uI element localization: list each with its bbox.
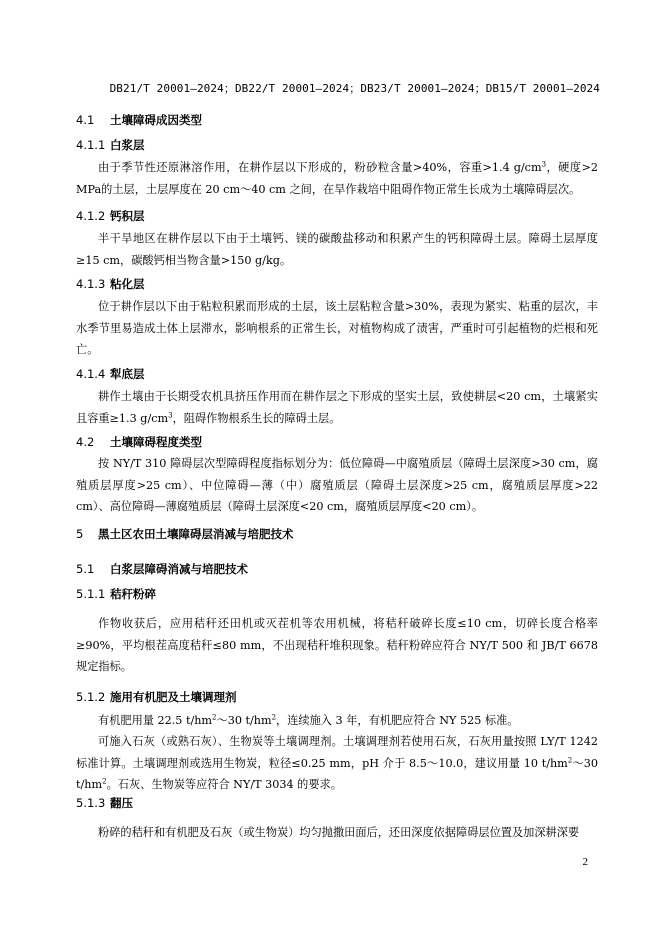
section-number: 4.2	[76, 435, 95, 449]
paragraph-5-1-3: 粉碎的秸秆和有机肥及石灰（或生物炭）均匀抛撒田面后，还田深度依据障碍层位置及加深耕深要	[98, 826, 580, 839]
heading-4-1-3	[76, 276, 145, 292]
section-title: 犁底层	[110, 367, 145, 381]
section-title: 土壤障碍程度类型	[110, 435, 202, 449]
paragraph-5-1-2-b	[76, 731, 598, 796]
text-span: ，硬度>2 MPa的土层，土层厚度在 20 cm～40 cm 之间，在旱作栽培中阻碍作物正常生长成为土壤障碍层次。	[76, 161, 598, 196]
text-span: ～30 t/hm	[76, 756, 598, 791]
heading-5-1	[76, 561, 248, 577]
heading-4-1-2	[76, 208, 145, 224]
paragraph-4-1-2: 半干旱地区在耕作层以下由于土壤钙、镁的碳酸盐移动和积累产生的钙积障碍土层。障碍土层厚度≥15 cm，碳酸钙相当物含量>150 g/kg。	[76, 232, 598, 267]
section-title: 白浆层	[110, 138, 145, 152]
section-number: 5	[76, 527, 84, 541]
paragraph-4-1-3: 位于耕作层以下由于粘粒积累而形成的土层，该土层粘粒含量>30%，表现为紧实、粘重的层次，丰水季节里易造成土体上层滞水，影响根系的正常生长，对植物构成了渍害，严重时可引起植物的烂根和死亡。	[76, 300, 598, 356]
text-span: 耕作土壤由于长期受农机具挤压作用而在耕作层之下形成的坚实土层，致使耕层<20 cm，土壤紧实且容重≥1.3 g/cm	[76, 390, 598, 425]
section-number: 5.1	[76, 562, 95, 576]
paragraph-5-1-2-a	[76, 710, 598, 732]
text-span: 可施入石灰（或熟石灰）、生物炭等土壤调理剂。土壤调理剂若使用石灰，石灰用量按照 LY/T 1242 标准计算。土壤调理剂或选用生物炭，粒径≤0.25 mm，pH 介于 8.5～10.0，建议用量 10 t/hm	[76, 735, 598, 770]
superscript: 2	[271, 713, 277, 722]
section-number: 5.1.2	[76, 690, 106, 704]
heading-4-1	[76, 112, 202, 128]
section-title: 钙积层	[110, 209, 145, 223]
superscript: 2	[567, 755, 573, 764]
heading-4-2	[76, 434, 202, 450]
section-title: 土壤障碍成因类型	[110, 113, 202, 127]
heading-5-1-1	[76, 586, 156, 602]
section-title: 粘化层	[110, 277, 145, 291]
page-number: 2	[582, 856, 588, 868]
text-span: ～30 t/hm	[216, 714, 272, 727]
section-number: 4.1.4	[76, 367, 106, 381]
superscript: 2	[102, 777, 107, 786]
superscript: 2	[212, 713, 217, 722]
text-span: 由于季节性还原淋溶作用，在耕作层以下形成的，粉砂粒含量>40%，容重>1.4 g/cm	[98, 161, 542, 174]
section-number: 5.1.1	[76, 587, 106, 601]
heading-5-1-3	[76, 795, 133, 811]
standard-header: DB21/T 20001—2024；DB22/T 20001—2024；DB23/T 20001—2024；DB15/T 20001—2024	[109, 82, 600, 95]
section-title: 翻压	[110, 796, 133, 810]
section-number: 4.1.1	[76, 138, 106, 152]
paragraph-4-1-1	[76, 157, 598, 200]
superscript: 3	[168, 410, 173, 419]
superscript: 3	[541, 160, 547, 169]
text-span: 有机肥用量 22.5 t/hm	[98, 714, 213, 727]
section-number: 4.1.3	[76, 277, 106, 291]
paragraph-5-1-1: 作物收获后，应用秸秆还田机或灭茬机等农用机械，将秸秆破碎长度≤10 cm，切碎长度合格率≥90%，平均根茬高度秸秆≤80 mm，不出现秸秆堆积现象。秸秆粉碎应符合 NY/T 500 和 JB/T 6678 规定指标。	[76, 617, 598, 673]
section-title: 秸秆粉碎	[110, 587, 156, 601]
section-title: 黑土区农田土壤障碍层消减与培肥技术	[98, 527, 294, 541]
text-span: ，阻碍作物根系生长的障碍土层。	[172, 411, 341, 425]
text-span: ，连续施入 3 年，有机肥应符合 NY 525 标准。	[276, 714, 519, 727]
paragraph-4-1-4	[76, 386, 598, 429]
heading-4-1-4	[76, 366, 145, 382]
section-title: 施用有机肥及土壤调理剂	[110, 690, 237, 704]
heading-5-1-2	[76, 689, 237, 705]
section-number: 4.1.2	[76, 209, 106, 223]
heading-4-1-1	[76, 137, 145, 153]
paragraph-4-2: 按 NY/T 310 障碍层次型障碍程度指标划分为：低位障碍—中腐殖质层（障碍土层深度>30 cm，腐殖质层厚度>25 cm）、中位障碍—薄（中）腐殖质层（障碍土层深度>25 cm，腐殖质层厚度>22 cm）、高位障碍—薄腐殖质层（障碍土层深度<20 cm，腐殖质层厚度<20 cm）。	[76, 457, 598, 513]
text-span: 。石灰、生物炭等应符合 NY/T 3034 的要求。	[106, 778, 342, 791]
section-number: 4.1	[76, 113, 95, 127]
section-title: 白浆层障碍消减与培肥技术	[110, 562, 248, 576]
heading-5	[76, 526, 294, 542]
section-number: 5.1.3	[76, 796, 106, 810]
